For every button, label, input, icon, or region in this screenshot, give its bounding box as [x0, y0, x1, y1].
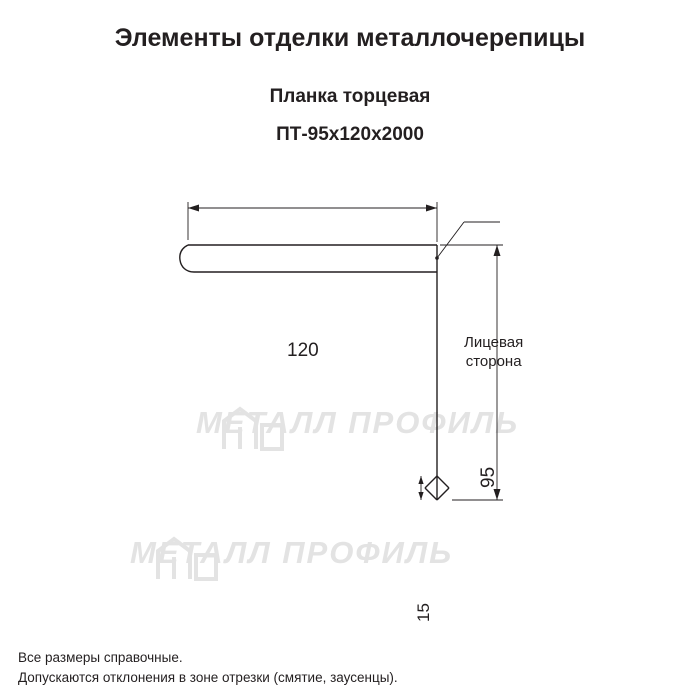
annotation-face-side-line1: Лицевая [464, 334, 524, 351]
dimension-label-120: 120 [287, 340, 319, 361]
page-title: Элементы отделки металлочерепицы [114, 24, 586, 52]
dimension-label-15: 15 [414, 603, 433, 622]
technical-drawing [0, 150, 700, 622]
annotation-face-side-line2: сторона [465, 353, 522, 370]
footnotes [18, 648, 398, 688]
footnote-1: Все размеры справочные. [18, 650, 183, 665]
annotation-face-side [464, 333, 523, 371]
watermark-text-bottom: МЕТАЛЛ ПРОФИЛЬ [130, 535, 454, 570]
product-code: ПТ-95x120x2000 [276, 124, 424, 145]
product-name: Планка торцевая [269, 86, 431, 107]
footnote-2: Допускаются отклонения в зоне отрезки (смятие, заусенцы). [18, 670, 398, 685]
watermark-text-top: МЕТАЛЛ ПРОФИЛЬ [196, 405, 520, 440]
profile-svg [0, 150, 700, 600]
dimension-label-95: 95 [478, 466, 499, 488]
